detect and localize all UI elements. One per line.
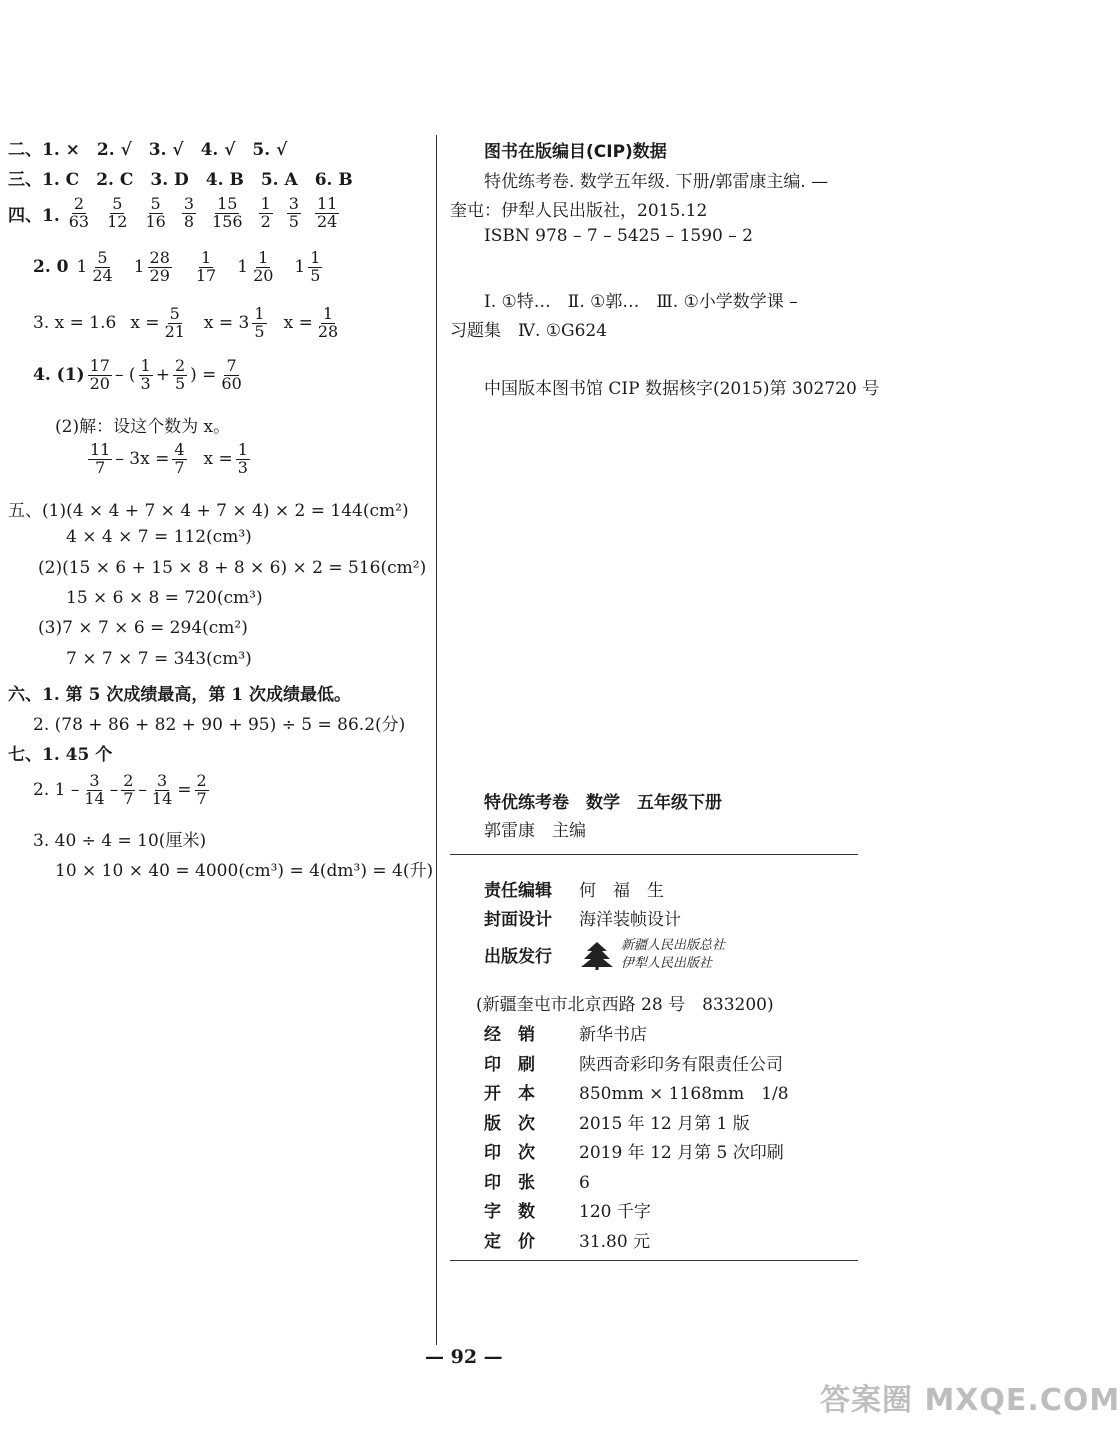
section-4-q4 <box>33 358 247 393</box>
s7-frac-2: $\frac{2}{7}$ <box>123 771 134 808</box>
q4-part-2: (2)解：设这个数为 x。 <box>55 417 231 437</box>
s7-q2-prefix: 2. 1 – <box>33 780 80 801</box>
q4-2-mid: – 3x = <box>115 449 170 470</box>
colophon-detail-row: 字 数 120 千字 <box>484 1202 651 1222</box>
section-4-q1-fractions <box>60 196 347 231</box>
s7-frac-4: $\frac{2}{7}$ <box>196 771 207 808</box>
fraction: $\frac{15}{156}$ <box>212 194 243 231</box>
cip-title: 图书在版编目(CIP)数据 <box>484 142 667 162</box>
q3-part-d: x = <box>283 313 313 334</box>
q4-part-2-equation <box>85 442 253 477</box>
colophon-detail-row: 开 本 850mm × 1168mm 1/8 <box>484 1084 789 1104</box>
colophon-detail-row: 印 次 2019 年 12 月第 5 次印刷 <box>484 1143 784 1163</box>
section-7-q2 <box>33 773 212 808</box>
section-5-line-1: 五、(1)(4 × 4 + 7 × 4 + 7 × 4) × 2 = 144(cm²) <box>8 501 409 521</box>
colophon-row-cover: 封面设计 海洋装帧设计 <box>484 910 681 930</box>
cip-line-5: 习题集 Ⅳ. ①G624 <box>450 321 608 341</box>
q3-part-c: x = 3 <box>203 313 250 334</box>
cip-line-1: 特优练考卷. 数学五年级. 下册/郭雷康主编. — <box>484 172 829 192</box>
section-6-line-2: 2. (78 + 86 + 82 + 90 + 95) ÷ 5 = 86.2(分) <box>33 715 406 735</box>
fraction: $\frac{3}{5}$ <box>288 194 299 231</box>
s7-frac-3: $\frac{3}{14}$ <box>151 771 173 808</box>
mixed-number: $\frac{1}{17}$ <box>195 248 217 285</box>
q3-part-b: x = <box>130 313 160 334</box>
section-5-line-3: (2)(15 × 6 + 15 × 8 + 8 × 6) × 2 = 516(cm²) <box>38 558 427 578</box>
cip-line-4: Ⅰ. ①特… Ⅱ. ①郭… Ⅲ. ①小学数学课 – <box>484 292 798 312</box>
watermark: 答案圈 MXQE.COM <box>820 1383 1120 1418</box>
section-4-label: 四、1. <box>8 205 60 226</box>
section-5-line-5: (3)7 × 7 × 6 = 294(cm²) <box>38 618 248 638</box>
publisher-tree-icon <box>579 939 615 971</box>
s7-eq: = <box>177 780 192 801</box>
publisher-address: (新疆奎屯市北京西路 28 号 833200) <box>476 995 774 1015</box>
section-5-line-6: 7 × 7 × 7 = 343(cm³) <box>66 649 252 669</box>
cip-line-3: ISBN 978 – 7 – 5425 – 1590 – 2 <box>484 226 753 246</box>
q4-eq: ) = <box>190 365 217 386</box>
fraction: $\frac{2}{63}$ <box>68 194 90 231</box>
q4-minus: – ( <box>114 365 136 386</box>
q3-frac-c: $\frac{1}{5}$ <box>254 304 265 341</box>
q4-frac-3: $\frac{2}{5}$ <box>174 356 186 393</box>
section-6-line-1: 六、1. 第 5 次成绩最高，第 1 次成绩最低。 <box>8 685 351 705</box>
fraction: $\frac{5}{16}$ <box>145 194 166 231</box>
colophon-detail-row: 印 张 6 <box>484 1172 590 1193</box>
section-4-q2-label: 2. 0 <box>33 257 69 278</box>
section-4-q2 <box>33 250 333 285</box>
page-number: — 92 — <box>425 1346 503 1368</box>
fraction: $\frac{1}{2}$ <box>260 194 271 231</box>
q3-part-a: 3. x = 1.6 <box>33 313 117 334</box>
section-4-q2-mixed-numbers <box>69 250 334 285</box>
q4-frac-4: $\frac{7}{60}$ <box>221 356 242 393</box>
s7-m1: – <box>109 780 119 801</box>
colophon-top-rule <box>450 854 858 855</box>
mixed-number: 1 $\frac{5}{24}$ <box>76 248 113 285</box>
s7-frac-1: $\frac{3}{14}$ <box>84 771 105 808</box>
publisher-name-2: 伊犁人民出版社 <box>621 955 713 971</box>
q4-2-x: x = <box>203 449 233 470</box>
section-7-line-3: 3. 40 ÷ 4 = 10(厘米) <box>33 831 207 851</box>
q4-frac-1: $\frac{17}{20}$ <box>89 356 110 393</box>
section-7-line-1: 七、1. 45 个 <box>8 745 113 765</box>
fraction: $\frac{5}{12}$ <box>107 194 128 231</box>
q4-frac-2: $\frac{1}{3}$ <box>140 356 151 393</box>
section-2-answers: 二、1. × 2. √ 3. √ 4. √ 5. √ <box>8 140 288 160</box>
mixed-number: 1 $\frac{1}{5}$ <box>294 248 321 285</box>
publisher-name-1: 新疆人民出版总社 <box>621 938 726 953</box>
q4-2-frac-3: $\frac{1}{3}$ <box>237 440 248 477</box>
fraction: $\frac{11}{24}$ <box>316 194 338 231</box>
q4-2-frac-2: $\frac{4}{7}$ <box>174 440 185 477</box>
section-4-q1 <box>8 196 346 231</box>
mixed-number: 1 $\frac{1}{20}$ <box>237 248 274 285</box>
colophon-detail-row: 定 价 31.80 元 <box>484 1231 651 1252</box>
colophon-detail-row: 版 次 2015 年 12 月第 1 版 <box>484 1113 750 1134</box>
section-3-answers: 三、1. C 2. C 3. D 4. B 5. A 6. B <box>8 170 353 190</box>
cip-line-6: 中国版本图书馆 CIP 数据核字(2015)第 302720 号 <box>484 379 880 399</box>
publisher-logo <box>579 937 725 972</box>
mixed-number: 1 $\frac{28}{29}$ <box>133 248 170 285</box>
cip-line-2: 奎屯：伊犁人民出版社，2015.12 <box>450 201 708 221</box>
q4-plus: + <box>155 365 170 386</box>
colophon-row-editor: 责任编辑 何 福 生 <box>484 881 664 901</box>
q4-2-frac-1: $\frac{11}{7}$ <box>90 440 111 477</box>
q3-frac-d: $\frac{1}{28}$ <box>317 304 339 341</box>
q4-label: 4. (1) <box>33 365 85 386</box>
colophon-bottom-rule <box>450 1260 858 1261</box>
colophon-row-publisher: 出版发行 新疆人民出版总社 伊犁人民出版社 <box>484 938 726 971</box>
book-title: 特优练考卷 数学 五年级下册 <box>484 793 722 813</box>
column-divider <box>436 135 437 1345</box>
colophon-detail-row: 印 刷 陕西奇彩印务有限责任公司 <box>484 1054 783 1075</box>
s7-m2: – <box>138 780 147 801</box>
book-editor: 郭雷康 主编 <box>484 821 586 841</box>
fraction: $\frac{3}{8}$ <box>183 194 195 231</box>
section-5-line-2: 4 × 4 × 7 = 112(cm³) <box>66 527 252 547</box>
section-5-line-4: 15 × 6 × 8 = 720(cm³) <box>66 588 263 608</box>
q3-frac-b: $\frac{5}{21}$ <box>164 304 185 341</box>
colophon-detail-row: 经 销 新华书店 <box>484 1025 647 1045</box>
section-7-line-4: 10 × 10 × 40 = 4000(cm³) = 4(dm³) = 4(升) <box>55 861 434 881</box>
section-4-q3 <box>33 306 343 341</box>
